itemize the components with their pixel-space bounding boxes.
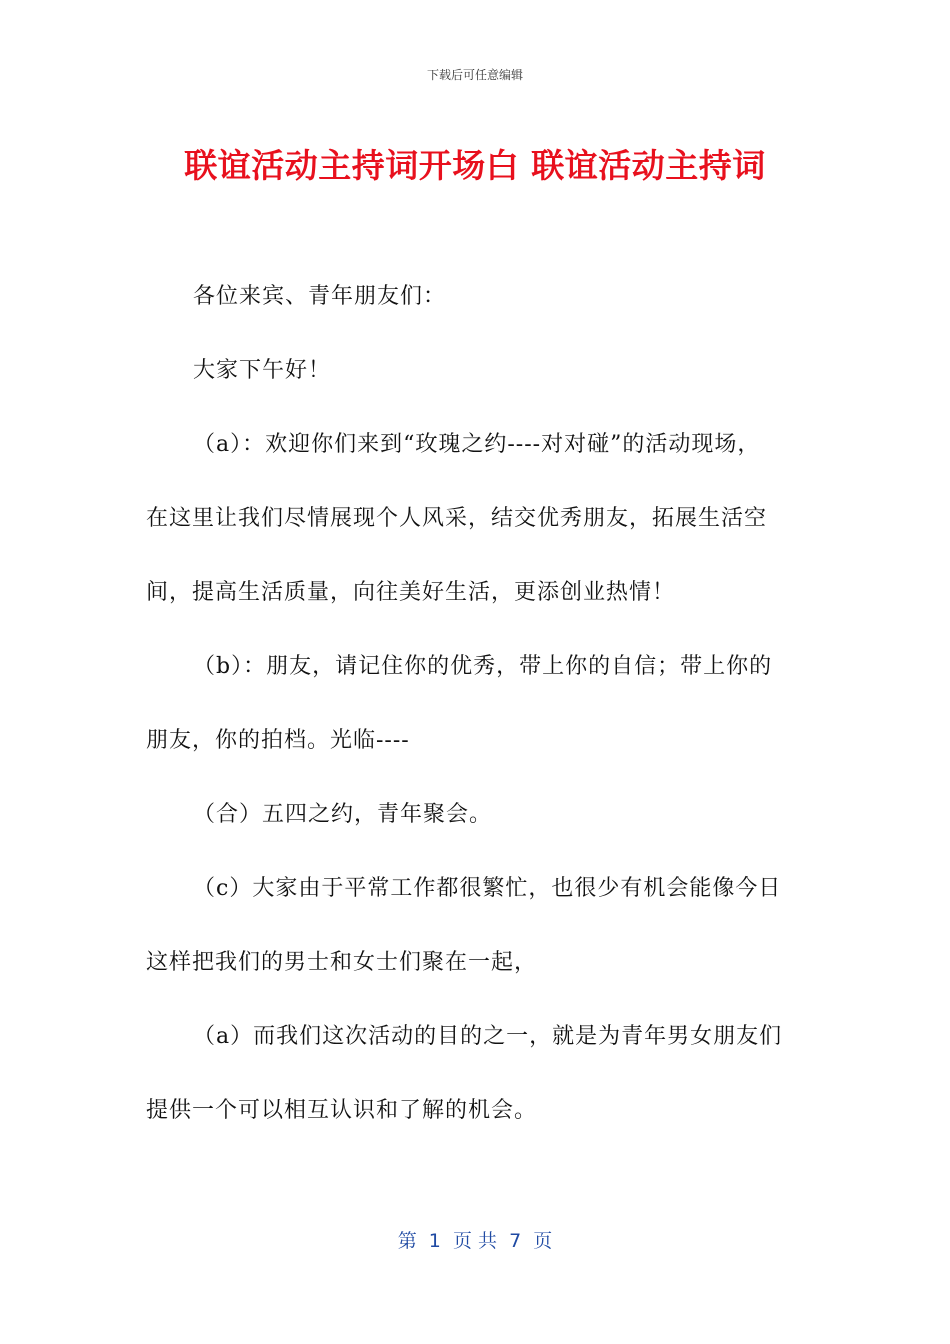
paragraph-line: （b）：朋友，请记住你的优秀，带上你的自信；带上你的 (193, 654, 773, 679)
paragraph-line: 大家下午好！ (193, 358, 332, 383)
header-note: 下载后可任意编辑 (426, 68, 523, 82)
document-body (146, 272, 816, 1160)
paragraph-line: 朋友，你的拍档。光临---- (146, 728, 410, 753)
paragraph-line: 这样把我们的男士和女士们聚在一起， (146, 950, 538, 975)
page-number-footer: 第 1 页 共 7 页 (397, 1230, 553, 1252)
paragraph-line: 提供一个可以相互认识和了解的机会。 (146, 1098, 538, 1123)
paragraph-line: （a）而我们这次活动的目的之一，就是为青年男女朋友们 (193, 1024, 783, 1049)
paragraph-line: 在这里让我们尽情展现个人风采，结交优秀朋友，拓展生活空 (146, 506, 768, 531)
document-title: 联谊活动主持词开场白 联谊活动主持词 (184, 146, 766, 185)
paragraph-line: （合）五四之约，青年聚会。 (193, 802, 493, 827)
paragraph-line: 各位来宾、青年朋友们： (193, 284, 447, 309)
paragraph-line: （a）：欢迎你们来到“玫瑰之约----对对碰”的活动现场， (193, 432, 761, 457)
paragraph-line: （c）大家由于平常工作都很繁忙，也很少有机会能像今日 (193, 876, 782, 901)
paragraph-line: 间，提高生活质量，向往美好生活，更添创业热情！ (146, 580, 676, 605)
